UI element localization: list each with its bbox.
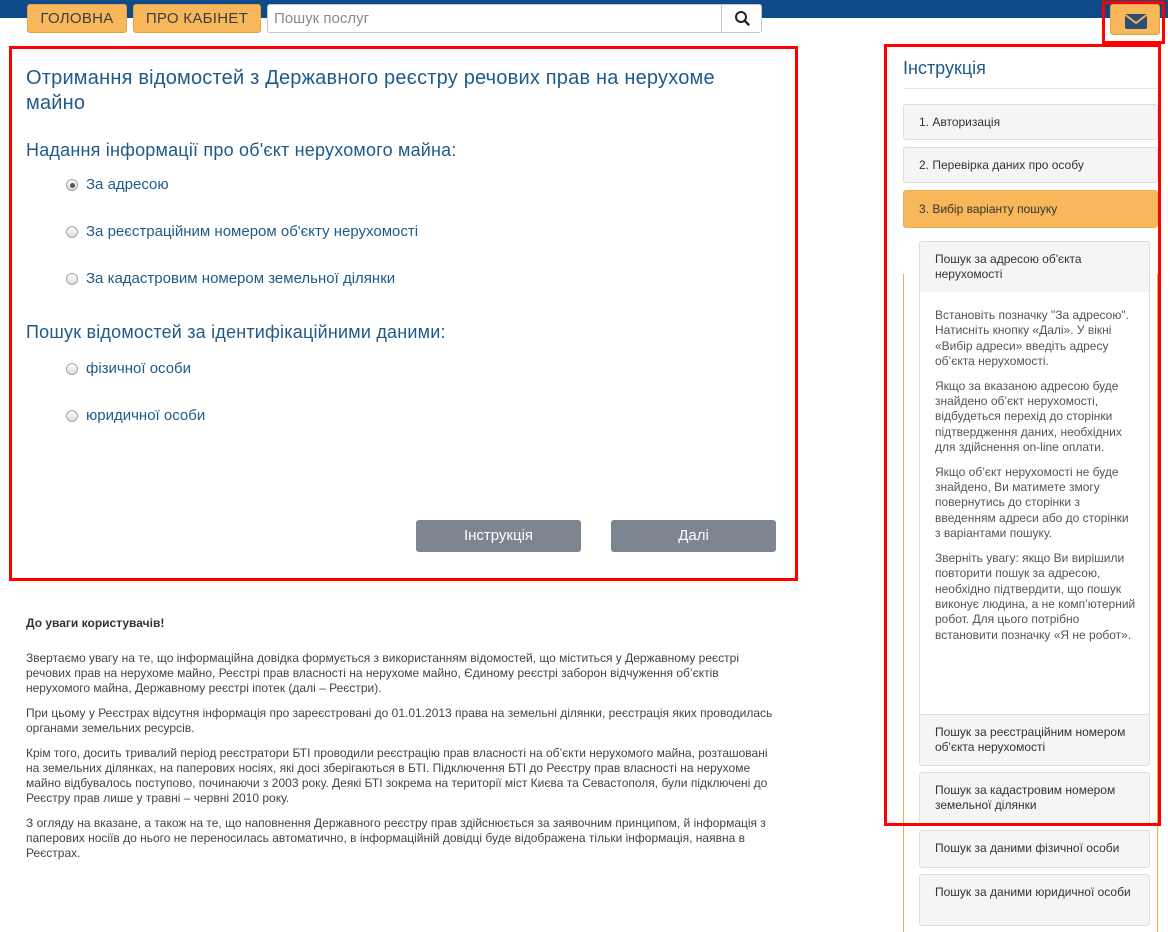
notice-paragraph: Звертаємо увагу на те, що інформаційна довідка формується з використанням відомостей, що міститься у Державному реєстрі речових прав на нерухоме майно, Реєстрі прав власності на нерухоме майно, Єдиному реєстрі заборон відчуження об’єктів нерухомого майна, Державному реєстрі іпотек (далі – Реєстри).	[26, 651, 739, 695]
next-button[interactable]: Далі	[611, 520, 776, 552]
instruction-text: Якщо за вказаною адресою буде знайдено об’єкт нерухомості, відбудеться перехід до сторінки підтвердження даних, необхідних для здійснення on-line оплати.	[935, 378, 1122, 455]
radio-button[interactable]	[66, 226, 78, 238]
search-icon	[722, 5, 762, 32]
radio-button-checked[interactable]	[66, 179, 78, 191]
radio-label: За кадастровим номером земельної ділянки	[86, 270, 396, 287]
notice-paragraph: При цьому у Реєстрах відсутня інформація про зареєстровані до 01.01.2013 права на земельні ділянки, реєстрація яких проводилась органами земельних ресурсів.	[26, 706, 773, 735]
step-authorization[interactable]: 1. Авторизація	[903, 104, 1158, 140]
instruction-text: Встановіть позначку "За адресою". Натисніть кнопку «Далі». У вікні «Вибір адреси» введіть адресу об’єкта нерухомості.	[935, 308, 1129, 369]
radio-label: фізичної особи	[86, 360, 192, 377]
search-button[interactable]	[721, 5, 761, 32]
top-bar	[0, 0, 1168, 40]
radio-by-cadastral-number[interactable]	[66, 270, 395, 287]
sub-search-by-legal-entity[interactable]: Пошук за даними юридичної особи	[919, 874, 1150, 926]
section-object-title: Надання інформації про об'єкт нерухомого майна:	[26, 140, 457, 160]
notice-paragraph: З огляду на вказане, а також на те, що наповнення Державного реєстру прав здійснюється за заявочним принципом, й інформація з паперових носіїв до нього не переносилась автоматично, в інформаційній довідці буде відображена тільки інформація, наявна в Реєстрах.	[26, 816, 766, 860]
sub-search-by-cadastral-number[interactable]: Пошук за кадастровим номером земельної ділянки	[919, 772, 1150, 824]
radio-label: За адресою	[86, 176, 169, 193]
instruction-sidebar	[888, 48, 1160, 932]
nav-cabinet-button[interactable]: ПРО КАБІНЕТ	[133, 4, 261, 33]
radio-label: юридичної особи	[86, 407, 206, 424]
step-person-data-check[interactable]: 2. Перевірка даних про особу	[903, 147, 1158, 183]
section-person-title: Пошук відомостей за ідентифікаційними даними:	[26, 322, 446, 342]
instruction-text: Якщо об’єкт нерухомості не буде знайдено, Ви матимете змогу повернутись до сторінки з введенням адреси або до сторінки з варіантами пошуку.	[935, 464, 1129, 541]
radio-by-registration-number[interactable]	[66, 223, 418, 240]
sub-search-by-individual[interactable]: Пошук за даними фізичної особи	[919, 830, 1150, 868]
radio-button[interactable]	[66, 410, 78, 422]
search-box	[267, 4, 762, 33]
sidebar-divider	[903, 88, 1159, 89]
main-panel	[10, 46, 798, 581]
radio-legal-entity[interactable]	[66, 407, 205, 424]
instruction-button[interactable]: Інструкція	[416, 520, 581, 552]
page-title: Отримання відомостей з Державного реєстру речових прав на нерухоме майно	[26, 67, 715, 114]
radio-label: За реєстраційним номером об'єкту нерухомості	[86, 223, 419, 240]
envelope-icon	[1111, 5, 1161, 36]
user-notice	[26, 616, 778, 871]
mail-button[interactable]	[1110, 4, 1160, 35]
nav-home-button[interactable]: ГОЛОВНА	[27, 4, 127, 33]
radio-button[interactable]	[66, 363, 78, 375]
sub-search-by-address-body	[919, 292, 1150, 737]
sub-search-by-address[interactable]: Пошук за адресою об'єкта нерухомості	[919, 241, 1150, 293]
instruction-text: Зверніть увагу: якщо Ви вирішили повторити пошук за адресою, необхідно підтвердити, що пошук виконує людина, а не комп’ютерний робот. Для цього потрібно встановити позначку «Я не робот».	[935, 550, 1136, 642]
notice-title: До уваги користувачів!	[26, 616, 165, 630]
step-search-variant[interactable]: 3. Вибір варіанту пошуку	[903, 190, 1158, 228]
sidebar-title: Інструкція	[903, 58, 986, 78]
search-input[interactable]	[268, 5, 722, 32]
radio-button[interactable]	[66, 273, 78, 285]
notice-paragraph: Крім того, досить тривалий період реєстратори БТІ проводили реєстрацію прав власності на об’єкти нерухомого майна, розташовані на земельних ділянках, на паперових носіях, які досі зберігаються в БТІ. Підключення БТІ до Реєстру прав власності на нерухоме майно відбувалось поступово, починаючи з 2003 року. Деякі БТІ зокрема на території міст Києва та Севастополя, були підключені до Реєстру прав лише у травні – червні 2010 року.	[26, 746, 768, 805]
radio-by-address[interactable]	[66, 176, 169, 193]
radio-individual[interactable]	[66, 360, 191, 377]
sub-search-by-registration-number[interactable]: Пошук за реєстраційним номером об'єкта нерухомості	[919, 714, 1150, 766]
